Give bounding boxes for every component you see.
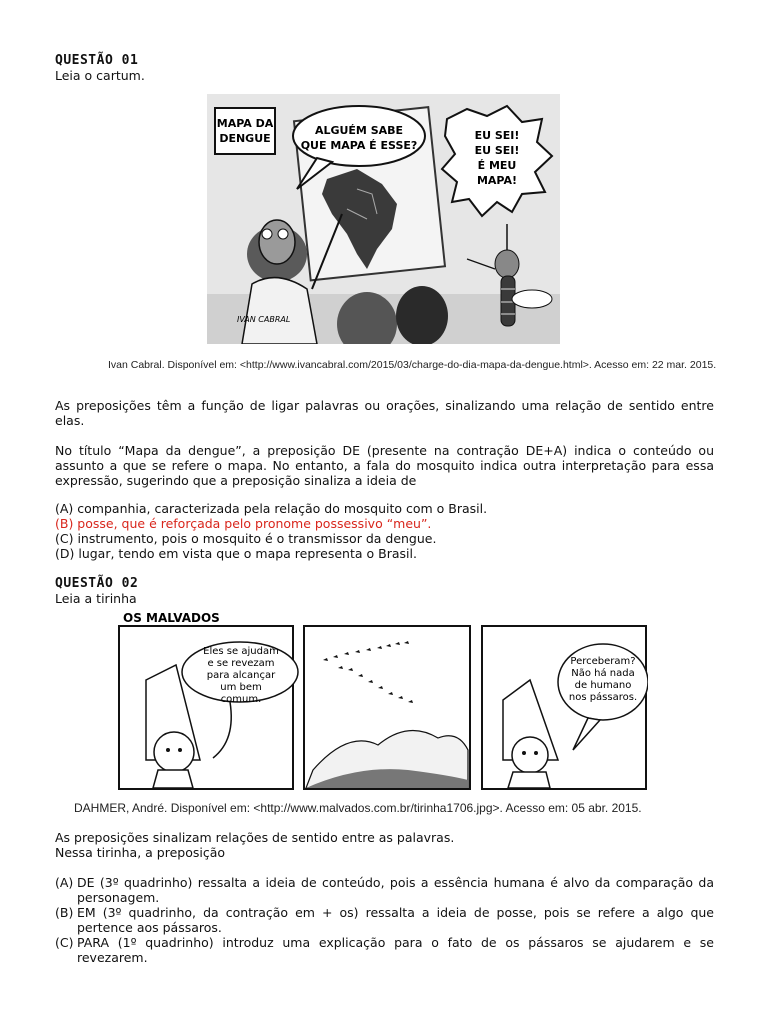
cartoon-credit: Ivan Cabral. Disponível em: <http://www.ivancabral.com/2015/03/charge-do-dia-mapa-da-dengue.html>. Acesso em: 22 mar. 2015.: [108, 359, 717, 371]
sign-line-2: DENGUE: [219, 132, 271, 145]
question-1-paragraph-1: As preposições têm a função de ligar palavras ou orações, sinalizando uma relação de sentido entre elas.: [55, 398, 714, 428]
comic-panel-3: [482, 626, 648, 789]
comic-credit: DAHMER, André. Disponível em: <http://www.malvados.com.br/tirinha1706.jpg>. Acesso em: 05 abr. 2015.: [74, 801, 642, 815]
question-2-options: [55, 875, 714, 965]
option-b-text: EM (3º quadrinho, da contração em + os) ressalta a ideia de posse, pois se refere a algo que pertence aos pássaros.: [77, 905, 714, 935]
mosquito-speech-line-3: É MEU: [477, 159, 517, 172]
option-a-text: DE (3º quadrinho) ressalta a ideia de conteúdo, pois a essência humana é alvo da comparação da personagem.: [77, 875, 714, 905]
teacher-speech-line-2: QUE MAPA É ESSE?: [300, 139, 418, 152]
mosquito-speech-line-4: MAPA!: [476, 174, 518, 187]
panel-1-line-4: um bem: [220, 682, 262, 693]
os-malvados-comic-strip: [118, 610, 648, 790]
question-2-title: QUESTÃO 02: [55, 576, 139, 591]
option-a[interactable]: [55, 875, 714, 905]
question-2-paragraph-1: As preposições sinalizam relações de sentido entre as palavras.: [55, 830, 455, 845]
comic-strip-title: OS MALVADOS: [123, 611, 220, 625]
mosquito-speech-line-1: EU SEI!: [474, 129, 520, 142]
panel-3-line-4: nos pássaros.: [568, 692, 638, 703]
panel-1-line-3: para alcançar: [206, 670, 276, 681]
panel-1-line-2: e se revezam: [207, 658, 275, 669]
panel-3-line-3: de humano: [574, 680, 632, 691]
question-1-instruction: Leia o cartum.: [55, 68, 145, 83]
option-c[interactable]: (C) instrumento, pois o mosquito é o transmissor da dengue.: [55, 531, 437, 546]
teacher-speech-line-1: ALGUÉM SABE: [314, 124, 404, 137]
panel-3-line-2: Não há nada: [571, 668, 635, 679]
question-1-title: QUESTÃO 01: [55, 53, 139, 68]
option-c-label: (C): [55, 935, 74, 950]
dengue-map-cartoon: [207, 94, 560, 344]
map-title-sign: [215, 108, 275, 154]
option-b-label: (B): [55, 905, 74, 920]
question-1-options: [55, 501, 714, 561]
option-d[interactable]: (D) lugar, tendo em vista que o mapa representa o Brasil.: [55, 546, 417, 561]
sign-line-1: MAPA DA: [216, 117, 274, 130]
panel-1-line-5: comum.: [220, 694, 262, 705]
comic-panel-2: [304, 626, 470, 789]
option-b-highlighted[interactable]: (B) posse, que é reforçada pelo pronome possessivo “meu”.: [55, 516, 432, 531]
option-c-text: PARA (1º quadrinho) introduz uma explicação para o fato de os pássaros se ajudarem e se revezarem.: [77, 935, 714, 965]
option-c[interactable]: [55, 935, 714, 965]
comic-panel-1: [119, 626, 298, 789]
question-2-instruction: Leia a tirinha: [55, 591, 137, 606]
mosquito-speech-line-2: EU SEI!: [474, 144, 520, 157]
option-a[interactable]: (A) companhia, caracterizada pela relação do mosquito com o Brasil.: [55, 501, 488, 516]
option-a-label: (A): [55, 875, 74, 890]
cartoon-signature: IVAN CABRAL: [237, 315, 291, 324]
panel-1-line-1: Eles se ajudam: [203, 646, 279, 657]
panel-3-line-1: Perceberam?: [570, 656, 636, 667]
option-b[interactable]: [55, 905, 714, 935]
question-1-paragraph-2: No título “Mapa da dengue”, a preposição DE (presente na contração DE+A) indica o conteúdo ou assunto a que se refere o mapa. No entanto, a fala do mosquito indica outra interpretação para essa expressão, sugerindo que a preposição sinaliza a ideia de: [55, 443, 714, 488]
question-2-paragraph-2: Nessa tirinha, a preposição: [55, 845, 226, 860]
